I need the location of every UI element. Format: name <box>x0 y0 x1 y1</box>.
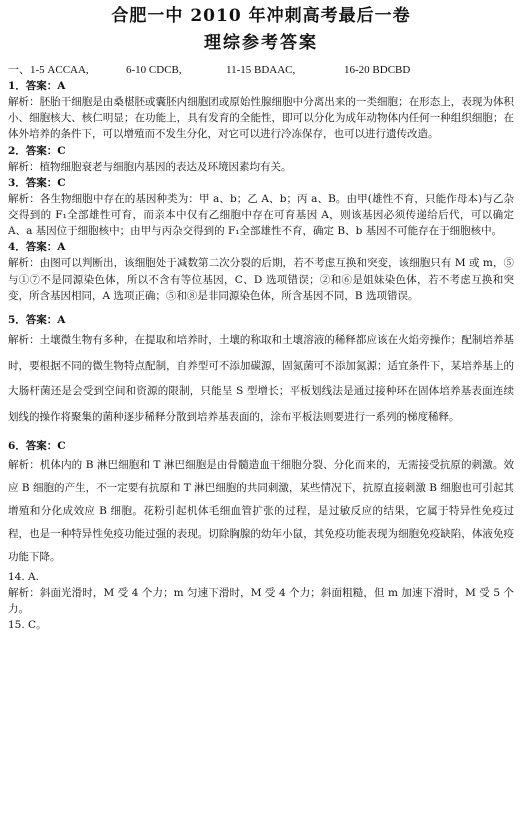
q2-explanation: 解析：植物细胞衰老与细胞内基因的表达及环境因素均有关。 <box>8 160 292 173</box>
choice-group-11-15: 11-15 BDAAC, <box>226 64 296 76</box>
q1-answer: 1．答案：A <box>8 80 66 92</box>
multiple-choice-answers <box>8 62 514 78</box>
q14-answer: 14. A. <box>8 571 39 584</box>
q6-explanation: 解析：机体内的 B 淋巴细胞和 T 淋巴细胞是由骨髓造血干细胞分裂、分化而来的，无需接受抗原的刺激。效应 B 细胞的产生，不一定要有抗原和 T 淋巴细胞的共同刺激，某些情况下，抗原直接刺激 B 细胞也可引起其增殖和分化成效应 B 细胞。花粉引起机体毛细血管扩张的过程，是过敏反应的结果，它属于特异性免疫过程，也是一种特异性免疫功能过强的表现。切除胸腺的幼年小鼠，其免疫功能表现为细胞免疫缺陷，体液免疫功能下降。 <box>8 459 514 564</box>
q6-answer: 6．答案：C <box>8 440 66 453</box>
q5-explanation: 解析：土壤微生物有多种，在提取和培养时，土壤的称取和土壤溶液的稀释都应该在火焰旁操作；配制培养基时，要根据不同的微生物特点配制，自养型可不添加碳源，固氮菌可不添加氮源；适宜条件下，某培养基上的大肠杆菌还是会受到空间和资源的限制，只能呈 S 型增长；平板划线法是通过接种环在固体培养基表面连续划线的操作将聚集的菌种逐步稀释分散到培养基表面的，涂布平板法则要进行一系列的梯度稀释。 <box>8 334 514 423</box>
q3-answer: 3．答案：C <box>8 176 66 189</box>
q5-answer: 5．答案：A <box>8 314 66 327</box>
choice-group-6-10: 6-10 CDCB, <box>126 64 182 76</box>
q14-explanation: 解析：斜面光滑时，M 受 4 个力；m 匀速下滑时，M 受 4 个力；斜面粗糙，但 m 加速下滑时，M 受 5 个力。 <box>8 587 514 616</box>
q4-explanation: 解析：由图可以判断出，该细胞处于减数第二次分裂的后期，若不考虑互换和突变，该细胞只有 M 或 m，⑤与①⑦不是同源染色体，所以不含有等位基因，C、D 选项错误；②和⑥是姐妹染色体，若不考虑互换和突变，所含基因相同，A 选项正确；⑤和⑧是非同源染色体，所含基因不同，B 选项错误。 <box>8 257 514 302</box>
q4-answer: 4．答案：A <box>8 241 66 254</box>
page-subtitle: 理综参考答案 <box>204 33 318 53</box>
page-title: 合肥一中 2010 年冲刺高考最后一卷 <box>111 6 411 26</box>
q15-answer: 15. C。 <box>8 619 47 632</box>
choice-group-16-20: 16-20 BDCBD <box>344 64 411 76</box>
q2-answer: 2．答案：C <box>8 144 66 157</box>
q3-explanation: 解析：各生物细胞中存在的基因种类为：甲 a、b；乙 A、b；丙 a、B。由甲(雄性不育，只能作母本)与乙杂交得到的 F₁全部雄性可育，而亲本中仅有乙细胞中存在可育基因 A，则该基因必须传递给后代，可以确定 A、a 基因位于细胞核中；由甲与丙杂交得到的 F₁全部雄性不育，确定 B、b 基因不可能存在于细胞核中。 <box>8 192 514 238</box>
q1-explanation: 解析：胚胎干细胞是由桑椹胚或囊胚内细胞团或原始性腺细胞中分离出来的一类细胞；在形态上，表现为体积小、细胞核大、核仁明显；在功能上，具有发育的全能性，即可以分化为成年动物体内任何一种组织细胞；在体外培养的条件下，可以增殖而不发生分化，对它可以进行冷冻保存，也可以进行遗传改造。 <box>8 96 514 141</box>
choice-group-1-5: 一、1-5 ACCAA, <box>8 64 89 76</box>
